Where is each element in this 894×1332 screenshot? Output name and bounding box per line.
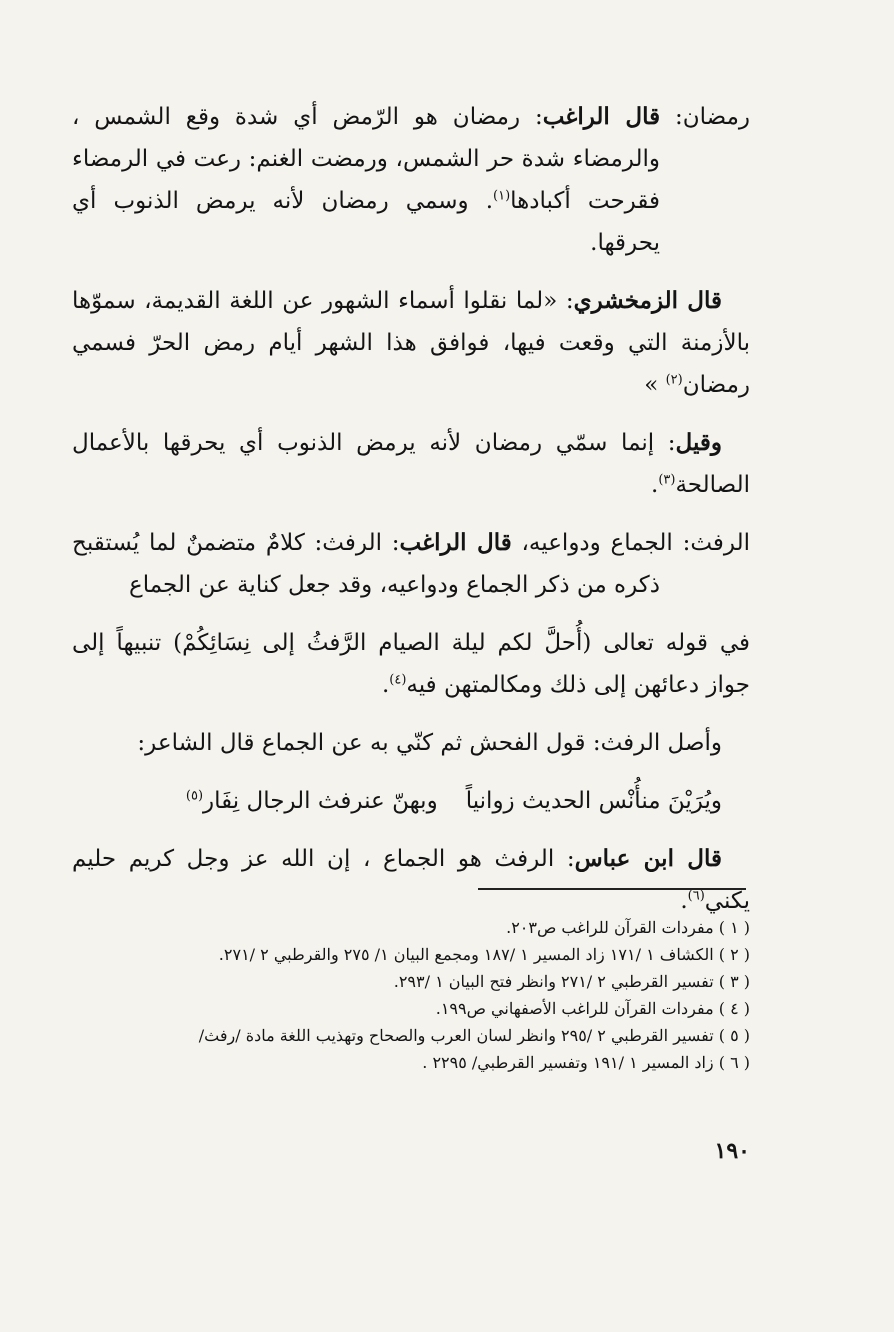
- poetry-verse: [72, 780, 750, 822]
- paragraph-text: في قوله تعالى (أُحلَّ لكم ليلة الصيام الرَّفثُ إلى نِسَائِكُمْ) تنبيهاً إلى جواز دعائهن إلى ذلك ومكالمتهن فيه: [72, 630, 750, 698]
- footnote-2: ( ٢ ) الكشاف ١ /١٧١ زاد المسير ١ /١٨٧ ومجمع البيان ١/ ٢٧٥ والقرطبي ٢ /٢٧١.: [218, 945, 750, 964]
- footnote-ref-1: (١): [493, 188, 511, 204]
- speaker-raghib: قال الراغب: [399, 529, 512, 556]
- paragraph-text: : الرفث: كلامٌ متضمنٌ لما يُستقبح ذكره من ذكر الجماع ودواعيه، وقد جعل كناية عن الجماع: [72, 530, 660, 598]
- paragraph-text: : إنما سمّي رمضان لأنه يرمض الذنوب أي يحرقها بالأعمال الصالحة: [72, 430, 750, 498]
- footnote-3: ( ٣ ) تفسير القرطبي ٢ /٢٧١ وانظر فتح البيان ١ /٢٩٣.: [393, 972, 750, 991]
- paragraph-asl-rafath: [72, 722, 750, 764]
- footnote-6: ( ٦ ) زاد المسير ١ /١٩١ وتفسير القرطبي/ ٢٢٩٥ .: [422, 1053, 750, 1072]
- paragraph-tail: .: [680, 888, 688, 914]
- paragraph-tail: . وسمي رمضان لأنه يرمض الذنوب أي يحرقها.: [72, 188, 660, 256]
- paragraph-ramadan: [72, 96, 750, 264]
- paragraph-verse-quote: [72, 622, 750, 706]
- paragraph-tail: .: [381, 672, 390, 698]
- footnotes: [68, 914, 750, 1076]
- paragraph-rafath: [72, 522, 750, 606]
- paragraph-pre: الجماع ودواعيه،: [511, 530, 683, 556]
- footnote-1: ( ١ ) مفردات القرآن للراغب ص٢٠٣.: [506, 918, 750, 937]
- footnote-5: ( ٥ ) تفسير القرطبي ٢ /٢٩٥ وانظر لسان العرب والصحاح وتهذيب اللغة مادة /رفث/: [198, 1026, 750, 1045]
- footnote-divider: [478, 888, 746, 890]
- paragraph-text: : رمضان هو الرّمض أي شدة وقع الشمس ، والرمضاء شدة حر الشمس، ورمضت الغنم: رعت في الرمضاء فقرحت أكبادها: [72, 104, 661, 214]
- footnote-ref-3: (٣): [658, 472, 676, 488]
- paragraph-text: : الرفث هو الجماع ، إن الله عز وجل كريم حليم يكني: [72, 846, 750, 914]
- speaker-raghib: قال الراغب: [542, 103, 661, 130]
- paragraph-ibn-abbas: [72, 838, 750, 922]
- page-number: ١٩٠: [714, 1138, 750, 1164]
- paragraph-zamakhshari: [72, 280, 750, 406]
- footnote-ref-5: (٥): [185, 788, 204, 804]
- footnote-4: ( ٤ ) مفردات القرآن للراغب الأصفهاني ص١٩٩.: [435, 999, 750, 1018]
- paragraph-qila: [72, 422, 750, 506]
- speaker-zamakhshari: قال الزمخشري: [573, 287, 723, 314]
- paragraph-text: : «لما نقلوا أسماء الشهور عن اللغة القديمة، سموّها بالأزمنة التي وقعت فيها، فوافق هذا الشهر أيام رمض الحرّ فسمي رمضان: [72, 288, 750, 398]
- verse-first-hemistich: ويُرَيْنَ منأُنْس الحديث زوانياً: [465, 788, 722, 814]
- footnote-ref-6: (٦): [687, 888, 705, 904]
- term-rafath: الرفث:: [682, 530, 750, 556]
- footnote-ref-4: (٤): [389, 672, 407, 688]
- paragraph-tail: »: [644, 372, 659, 398]
- speaker-ibn-abbas: قال ابن عباس: [574, 845, 722, 872]
- speaker-qila: وقيل: [675, 429, 722, 456]
- verse-second-hemistich: وبهنّ عنرفث الرجال نِفَار: [203, 788, 438, 814]
- main-text: [72, 96, 750, 938]
- paragraph-text: وأصل الرفث: قول الفحش ثم كنّي به عن الجماع قال الشاعر:: [137, 730, 722, 756]
- footnote-ref-2: (٢): [665, 372, 683, 388]
- paragraph-tail: .: [651, 472, 659, 498]
- term-ramadan: رمضان:: [675, 104, 751, 130]
